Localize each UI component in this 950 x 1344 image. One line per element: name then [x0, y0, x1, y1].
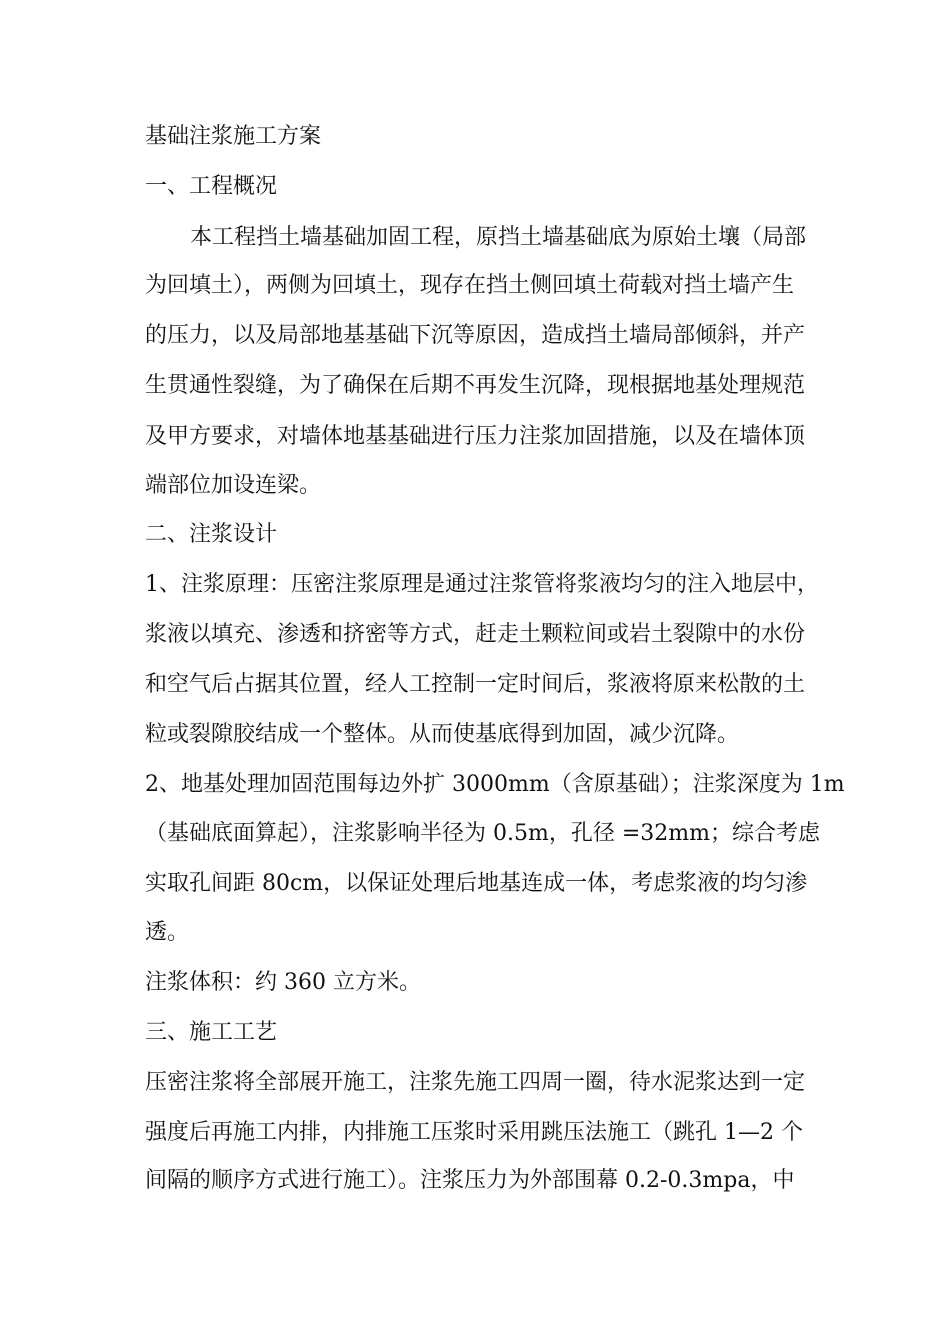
paragraph-line: 实取孔间距 80cm，以保证处理后地基连成一体，考虑浆液的均匀渗	[145, 871, 808, 896]
paragraph-line: 浆液以填充、渗透和挤密等方式，赶走土颗粒间或岩土裂隙中的水份	[145, 622, 806, 647]
paragraph-line: 生贯通性裂缝，为了确保在后期不再发生沉降，现根据地基处理规范	[145, 373, 806, 398]
paragraph-line: 强度后再施工内排，内排施工压浆时采用跳压法施工（跳孔 1—2 个	[145, 1120, 803, 1145]
paragraph-line: 及甲方要求，对墙体地基基础进行压力注浆加固措施，以及在墙体顶	[145, 424, 806, 449]
paragraph-line: 注浆体积：约 360 立方米。	[145, 970, 421, 995]
paragraph-line: 2、地基处理加固范围每边外扩 3000mm（含原基础）；注浆深度为 1m	[145, 772, 845, 797]
section-heading-3: 三、施工工艺	[145, 1020, 278, 1045]
paragraph-line: 压密注浆将全部展开施工，注浆先施工四周一圈，待水泥浆达到一定	[145, 1070, 806, 1095]
section-heading-1: 一、工程概况	[145, 174, 278, 199]
paragraph-line: 端部位加设连梁。	[145, 473, 322, 498]
paragraph-line: （基础底面算起），注浆影响半径为 0.5m，孔径 =32mm；综合考虑	[145, 821, 820, 846]
paragraph-line: 的压力，以及局部地基基础下沉等原因，造成挡土墙局部倾斜，并产	[145, 323, 806, 348]
paragraph-line: 粒或裂隙胶结成一个整体。从而使基底得到加固，减少沉降。	[145, 722, 740, 747]
section-heading-2: 二、注浆设计	[145, 522, 278, 547]
paragraph-line: 和空气后占据其位置，经人工控制一定时间后，浆液将原来松散的土	[145, 672, 806, 697]
document-title: 基础注浆施工方案	[145, 124, 322, 149]
paragraph-line: 为回填土），两侧为回填土，现存在挡土侧回填土荷载对挡土墙产生	[145, 273, 795, 298]
paragraph-line: 1、注浆原理：压密注浆原理是通过注浆管将浆液均匀的注入地层中，	[145, 572, 819, 597]
paragraph-line: 间隔的顺序方式进行施工）。注浆压力为外部围幕 0.2-0.3mpa，中	[145, 1168, 795, 1193]
paragraph-line: 本工程挡土墙基础加固工程，原挡土墙基础底为原始土壤（局部	[190, 225, 807, 250]
paragraph-line: 透。	[145, 920, 190, 945]
